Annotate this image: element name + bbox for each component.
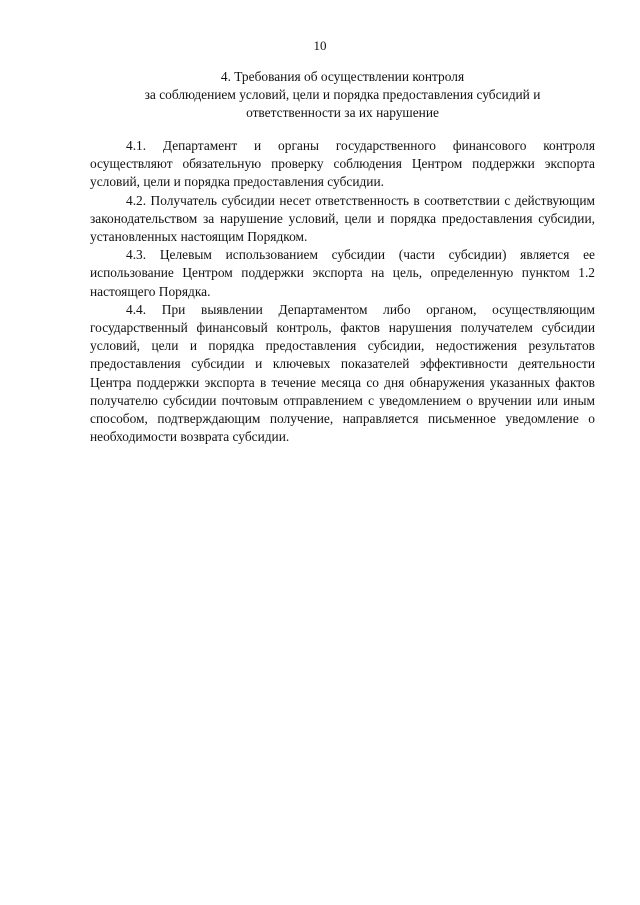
section-body <box>90 137 595 446</box>
section-heading-line-1: 4. Требования об осуществлении контроля <box>220 69 465 84</box>
paragraph-4-2: 4.2. Получатель субсидии несет ответственность в соответствии с действующим законодательством за нарушение условий, цели и порядка предоставления субсидии, установленных настоящим Порядком. <box>90 192 595 245</box>
section-heading-line-3: ответственности за их нарушение <box>246 105 439 121</box>
section-heading-line-2: за соблюдением условий, цели и порядка предоставления субсидий и <box>144 87 541 103</box>
paragraph-4-3: 4.3. Целевым использованием субсидии (части субсидии) является ее использование Центром поддержки экспорта на цель, определенную пунктом 1.2 настоящего Порядка. <box>90 247 595 299</box>
page-number: 10 <box>313 38 327 53</box>
section-heading <box>90 68 595 123</box>
paragraph-4-1: 4.1. Департамент и органы государственного финансового контроля осуществляют обязательную проверку соблюдения Центром поддержки экспорта условий, цели и порядка предоставления субсидии. <box>90 138 595 190</box>
paragraph-4-4: 4.4. При выявлении Департаментом либо органом, осуществляющим государственный финансовый контроль, фактов нарушения получателем субсидии условий, цели и порядка предоставления субсидии, недостижения результатов предоставления субсидии и ключевых показателей эффективности деятельности Центра поддержки экспорта в течение месяца со дня обнаружения указанных фактов получателю субсидии почтовым отправлением с уведомлением о вручении или иным способом, подтверждающим получение, направляется письменное уведомление о необходимости возврата субсидии. <box>90 301 595 445</box>
